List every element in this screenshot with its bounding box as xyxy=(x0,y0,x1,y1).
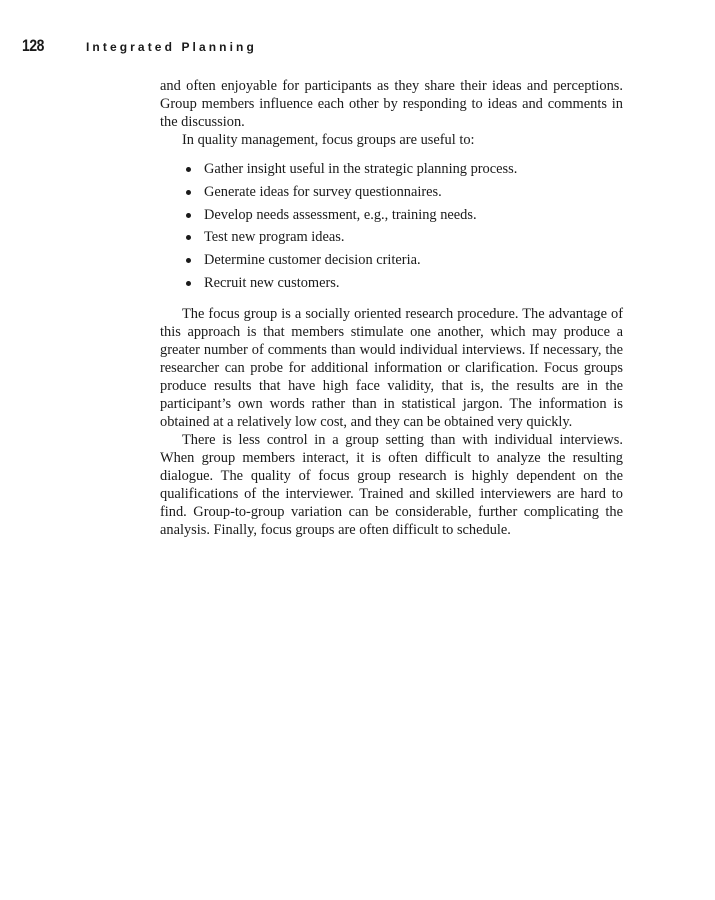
page-header xyxy=(22,36,257,56)
list-item xyxy=(184,251,623,269)
list-item xyxy=(184,183,623,201)
list-item-text: Generate ideas for survey questionnaires. xyxy=(204,183,442,200)
list-item xyxy=(184,206,623,224)
list-item-text: Test new program ideas. xyxy=(204,229,345,246)
bullet-list xyxy=(160,160,623,292)
list-item-text: Recruit new customers. xyxy=(204,274,340,291)
running-head: Integrated Planning xyxy=(86,40,257,54)
bullet-icon xyxy=(186,235,191,240)
bullet-icon xyxy=(186,213,191,218)
bullet-icon xyxy=(186,190,191,195)
paragraph-lead: In quality management, focus groups are useful to: xyxy=(182,132,475,148)
list-item-text: Determine customer decision criteria. xyxy=(204,252,421,269)
paragraph-advantage: The focus group is a socially oriented research procedure. The advantage of this approach is that members stimulate one another, which may produce a greater number of comments than would individual interviews. If necessary, the researcher can probe for additional information or clarification. Focus groups produce results that have high face validity, that is, the results are in the participant’s own words rather than in statistical jargon. The information is obtained at a relatively low cost, and they can be obtained very quickly. xyxy=(160,305,623,430)
list-item xyxy=(184,274,623,292)
page-number: 128 xyxy=(22,36,45,55)
body-text xyxy=(160,77,623,539)
paragraph-disadvantage: There is less control in a group setting than with individual interviews. When group members interact, it is often difficult to analyze the resulting dialogue. The quality of focus group research is highly dependent on the qualifications of the interviewer. Trained and skilled interviewers are hard to find. Group-to-group variation can be considerable, further complicating the analysis. Finally, focus groups are often difficult to schedule. xyxy=(160,431,623,538)
bullet-icon xyxy=(186,167,191,172)
list-item-text: Develop needs assessment, e.g., training needs. xyxy=(204,206,477,223)
paragraph-intro: and often enjoyable for participants as they share their ideas and perceptions. Group members influence each other by responding to ideas and comments in the discussion. xyxy=(160,78,623,130)
list-item xyxy=(184,160,623,178)
bullet-icon xyxy=(186,281,191,286)
list-item-text: Gather insight useful in the strategic planning process. xyxy=(204,161,518,177)
bullet-icon xyxy=(186,258,191,263)
list-item xyxy=(184,228,623,246)
